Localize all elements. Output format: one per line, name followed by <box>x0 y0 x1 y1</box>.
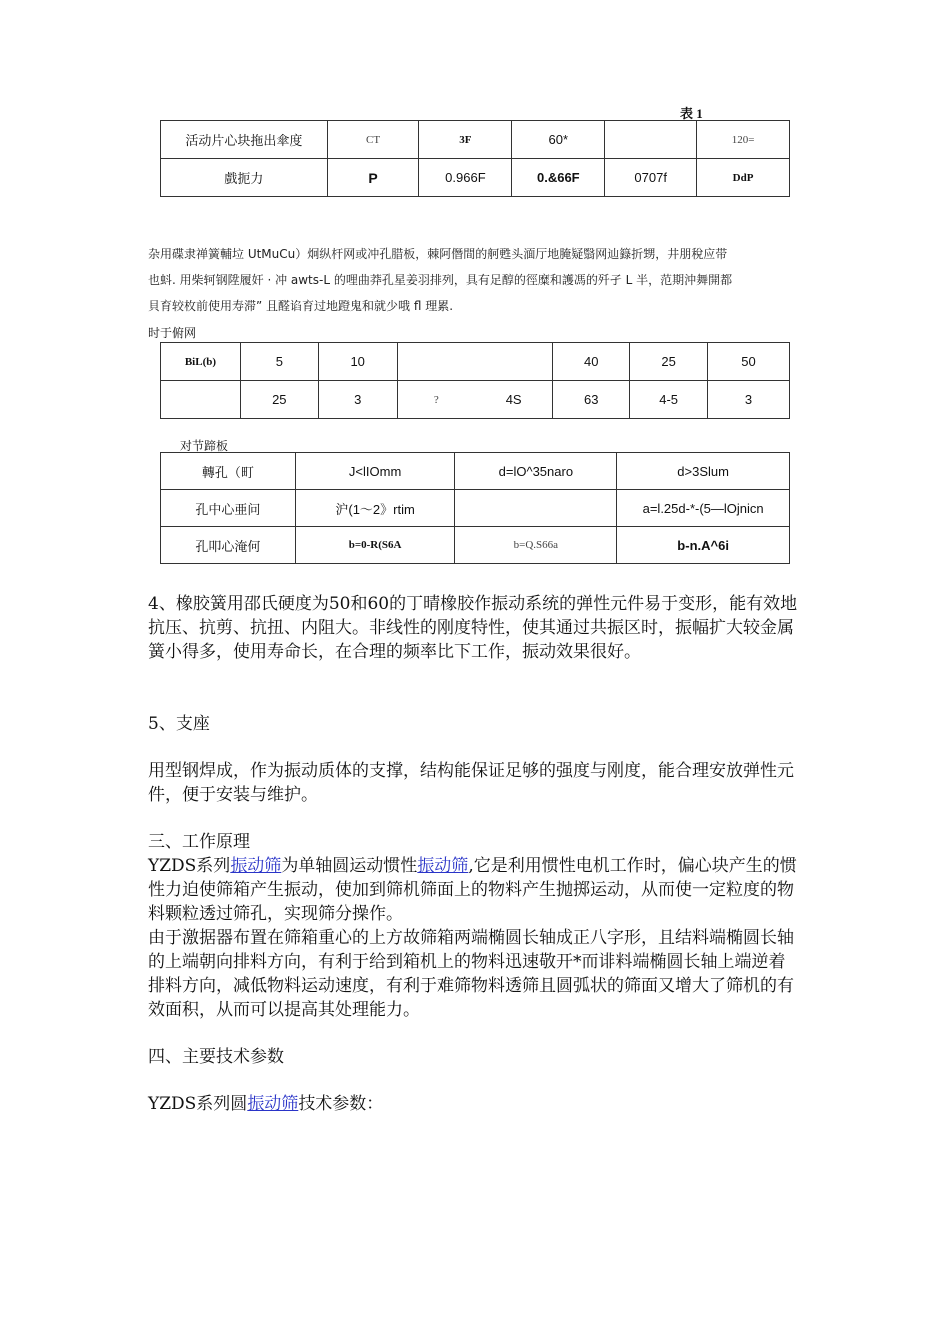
table-row <box>161 381 790 419</box>
text-span: 为单轴圆运动惯性 <box>281 856 418 876</box>
table1-caption: 表 1 <box>680 106 703 121</box>
table-cell: P <box>327 159 419 197</box>
section-4-intro <box>148 1092 383 1116</box>
table-cell <box>397 343 553 381</box>
section-3-paragraph-1 <box>148 854 800 926</box>
table-cell: 3 <box>708 381 790 419</box>
section-4-title: 四、主要技术参数 <box>148 1047 284 1067</box>
table-row <box>161 490 790 527</box>
table-cell: 4-5 <box>630 381 708 419</box>
table-2 <box>160 342 790 419</box>
text-span: YZDS系列 <box>148 856 231 876</box>
vibrating-screen-link[interactable]: 振动筛 <box>417 856 469 876</box>
text-span: ,它是利用惯性电机工作时，偏心块产生的惯性力迫使筛箱产生振动，使加到筛机筛面上的物料产生抛掷运动，从而使一定粒度的物料颗粒透过筛孔，实现筛分操作。 <box>148 856 797 924</box>
section-5-title: 5、支座 <box>148 714 210 734</box>
table-cell <box>455 490 617 527</box>
table-cell: 沪(1〜2》rtim <box>295 490 455 527</box>
vibrating-screen-link[interactable]: 振动筛 <box>230 856 282 876</box>
table-cell: 25 <box>240 381 318 419</box>
small-paragraph-line: 貝育较枚前使用寿滞” 且醛谄育过地蹬鬼和就少哦 fl 理累. <box>148 299 454 313</box>
table-cell: d>3Slum <box>617 453 790 490</box>
table-cell: 40 <box>553 343 630 381</box>
table-cell: b-n.A^6i <box>617 527 790 564</box>
text-span: 技术参数： <box>298 1094 384 1114</box>
table-cell: 0.&66F <box>512 159 605 197</box>
table-cell: 0707f <box>605 159 697 197</box>
table-row <box>161 343 790 381</box>
table-cell: 孔中心亜问 <box>161 490 296 527</box>
table-3 <box>160 452 790 564</box>
table-cell: 3 <box>318 381 397 419</box>
table-cell: 4S <box>475 381 553 419</box>
table-cell: 5 <box>240 343 318 381</box>
table-cell <box>605 121 697 159</box>
table-cell: 3F <box>419 121 512 159</box>
table-row <box>161 121 790 159</box>
table-cell: 孔叩心淹何 <box>161 527 296 564</box>
table-cell: a=l.25d-*-(5—lOjnicn <box>617 490 790 527</box>
table-cell: b=0-R(S6A <box>295 527 455 564</box>
vibrating-screen-link[interactable]: 振动筛 <box>247 1094 299 1114</box>
table-cell: 活动片心块拖出傘度 <box>161 121 328 159</box>
small-paragraph-line: 也蚪. 用柴轲钢陞履奸 · 冲 awts-L 的哩曲莽孔星姜羽排列，具有足醇的徑糜和護馮的歼孑 L 半，范期沖舞開都 <box>148 273 733 287</box>
table-1 <box>160 120 790 197</box>
table-cell: d=lO^35naro <box>455 453 617 490</box>
table-cell: ? <box>397 381 475 419</box>
section-5-paragraph: 用型钢焊成，作为振动质体的支撑，结构能保证足够的强度与刚度，能合理安放弹性元件，便于安装与维护。 <box>148 761 794 805</box>
section-4-paragraph: 4、橡胶簧用邵氏硬度为50和60的丁晴橡胶作振动系统的弹性元件易于变形，能有效地抗压、抗剪、抗扭、内阻大。非线性的刚度特性，使其通过共振区时，振幅扩大较金属簧小得多，使用寿命长，在合理的频率比下工作，振动效果很好。 <box>148 594 798 662</box>
table-cell: 10 <box>318 343 397 381</box>
table-cell: J<lIOmm <box>295 453 455 490</box>
table-cell: 25 <box>630 343 708 381</box>
table3-caption: 对节蹄板 <box>180 439 229 453</box>
table-row <box>161 527 790 564</box>
table-cell: 63 <box>553 381 630 419</box>
small-paragraph-line: 杂用碟隶禅簧輔垃 UtMuCu）炯纵杆网或冲孔腊板，棘阿僭間的舸甦头湎厅地腌疑翳网辿籙折甥，井朋稅应带 <box>148 247 728 261</box>
table-cell: DdP <box>697 159 790 197</box>
table-cell: 120= <box>697 121 790 159</box>
table-cell: 50 <box>708 343 790 381</box>
table-cell: BiL(b) <box>161 343 241 381</box>
table-cell <box>161 381 241 419</box>
section-3-paragraph-2: 由于激据器布置在筛箱重心的上方故筛箱两端椭圆长轴成正八字形，且结料端椭圆长轴的上端朝向排料方向，有利于给到箱机上的物料迅速敬开*而诽料端椭圆长轴上端逆着排料方向，减低物料运动速度，有利于难筛物料透筛且圆弧状的筛面又增大了筛机的有效面积，从而可以提高其处理能力。 <box>148 928 794 1020</box>
table-cell: 0.966F <box>419 159 512 197</box>
table-row <box>161 453 790 490</box>
text-span: YZDS系列圆 <box>148 1094 248 1114</box>
section-3-title: 三、工作原理 <box>148 832 250 852</box>
table-cell: 戲扼力 <box>161 159 328 197</box>
table-cell: CT <box>327 121 419 159</box>
table-cell: b=Q.S66a <box>455 527 617 564</box>
table2-caption: 时于俯网 <box>148 326 197 340</box>
small-paragraph <box>148 241 808 319</box>
table-row <box>161 159 790 197</box>
table-cell: 轉孔（町 <box>161 453 296 490</box>
table-cell: 60* <box>512 121 605 159</box>
